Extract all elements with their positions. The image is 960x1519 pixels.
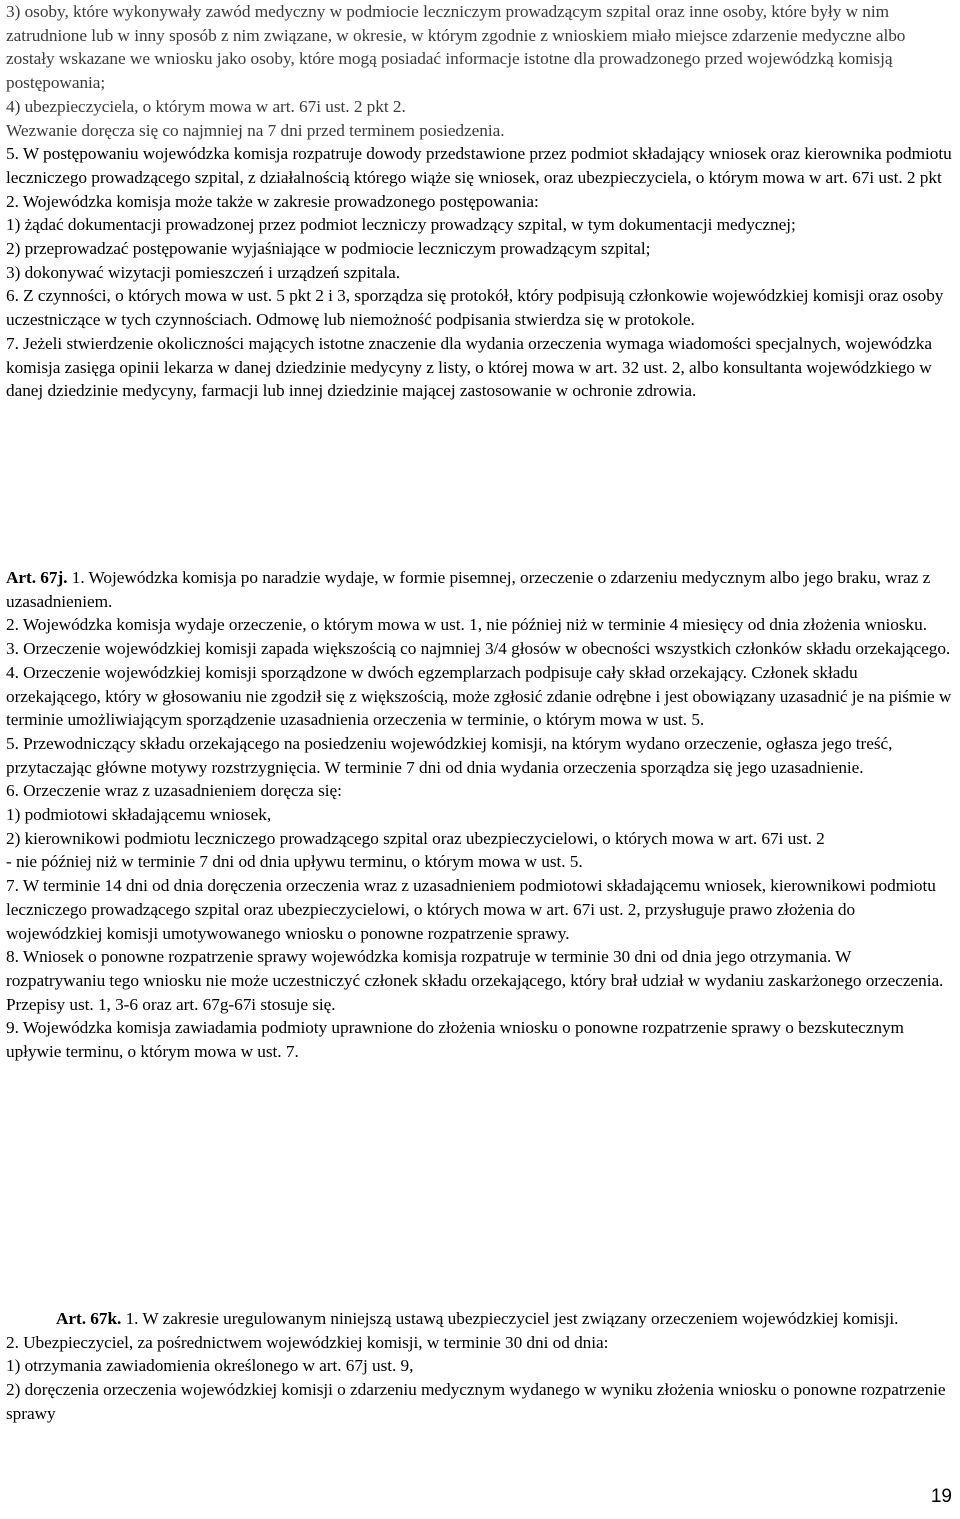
page-number: 19 (930, 1486, 952, 1507)
article-67k (6, 1307, 952, 1426)
article-67j-heading: Art. 67j. (6, 568, 68, 587)
article-67k-list-2: 2) doręczenia orzeczenia wojewódzkiej komisji o zdarzeniu medycznym wydanego w wyniku złożenia wniosku o ponowne rozpatrzenie sprawy (6, 1380, 946, 1423)
article-67j-list-1: 1) podmiotowi składającemu wniosek, (6, 805, 272, 825)
article-67k-para-1 (6, 1307, 952, 1331)
article-67j-para-6: 6. Orzeczenie wraz z uzasadnieniem doręcza się: (6, 781, 342, 801)
article-67j-para-3: 3. Orzeczenie wojewódzkiej komisji zapada większością co najmniej 3/4 głosów w obecności wszystkich członków składu orzekającego. (6, 639, 951, 659)
paragraph-ust-5: 5. W postępowaniu wojewódzka komisja rozpatruje dowody przedstawione przez podmiot składający wniosek oraz kierownika podmiotu leczniczego prowadzącego szpital, z działalnością którego wiąże się wniosek, oraz ubezpieczyciela, o którym mowa w art. 67i ust. 2 pkt 2. Wojewódzka komisja może także w zakresie prowadzonego postępowania: (6, 144, 952, 211)
paragraph-item-4: 4) ubezpieczyciela, o którym mowa w art. 67i ust. 2 pkt 2. (6, 96, 406, 116)
article-67j-para-1 (6, 566, 952, 613)
article-67j-para-7: 7. W terminie 14 dni od dnia doręczenia orzeczenia wraz z uzasadnieniem podmiotowi składającemu wniosek, kierownikowi podmiotu leczniczego prowadzącego szpital oraz ubezpieczycielowi, o których mowa w art. 67i ust. 2, przysługuje prawo złożenia do wojewódzkiej komisji umotywowanego wniosku o ponowne rozpatrzenie sprawy. (6, 876, 936, 943)
list-item-2: 2) przeprowadzać postępowanie wyjaśniające w podmiocie leczniczym prowadzącym szpital; (6, 239, 651, 259)
article-67j-deadline: - nie później niż w terminie 7 dni od dnia upływu terminu, o którym mowa w ust. 5. (6, 852, 583, 872)
paragraph-item-3: 3) osoby, które wykonywały zawód medyczny w podmiocie leczniczym prowadzącym szpital oraz inne osoby, które były w nim zatrudnione lub w inny sposób z nim związane, w okresie, w którym zgodnie z wnioskiem miało miejsce zdarzenie medyczne albo zostały wskazane we wniosku jako osoby, które mogą posiadać informacje istotne dla prowadzonego przed wojewódzką komisją postępowania; (6, 2, 906, 93)
article-67j-para-9: 9. Wojewódzka komisja zawiadamia podmioty uprawnione do złożenia wniosku o ponowne rozpatrzenie sprawy o bezskutecznym upływie terminu, o którym mowa w ust. 7. (6, 1018, 904, 1062)
list-item-1: 1) żądać dokumentacji prowadzonej przez podmiot leczniczy prowadzący szpital, w tym dokumentacji medycznej; (6, 215, 796, 235)
paragraph-ust-6: 6. Z czynności, o których mowa w ust. 5 pkt 2 i 3, sporządza się protokół, który podpisują członkowie wojewódzkiej komisji oraz osoby uczestniczące w tych czynnościach. Odmowę lub niemożność podpisania stwierdza się w protokole. (6, 286, 944, 330)
section-continuation (6, 0, 952, 403)
article-67j-para-8: 8. Wniosek o ponowne rozpatrzenie sprawy wojewódzka komisja rozpatruje w terminie 30 dni od dnia jego otrzymania. W rozpatrywaniu tego wniosku nie może uczestniczyć członek składu orzekającego, który brał udział w wydaniu zaskarżonego orzeczenia. Przepisy ust. 1, 3-6 oraz art. 67g-67i stosuje się. (6, 947, 944, 1014)
article-67k-heading: Art. 67k. (56, 1309, 122, 1328)
article-67j-para-5: 5. Przewodniczący składu orzekającego na posiedzeniu wojewódzkiej komisji, na którym wydano orzeczenie, ogłasza jego treść, przytaczając główne motywy rozstrzygnięcia. W terminie 7 dni od dnia wydania orzeczenia sporządza się jego uzasadnienie. (6, 733, 893, 777)
article-67j-para-1-text: 1. Wojewódzka komisja po naradzie wydaje, w formie pisemnej, orzeczenie o zdarzeniu medycznym albo jego braku, wraz z uzasadnieniem. (6, 568, 931, 611)
list-item-3: 3) dokonywać wizytacji pomieszczeń i urządzeń szpitala. (6, 262, 401, 282)
article-67j-list-2: 2) kierownikowi podmiotu leczniczego prowadzącego szpital oraz ubezpieczycielowi, o których mowa w art. 67i ust. 2 (6, 828, 825, 848)
article-67k-para-1-text: 1. W zakresie uregulowanym niniejszą ustawą ubezpieczyciel jest związany orzeczeniem wojewódzkiej komisji. (125, 1309, 899, 1328)
article-67j (6, 566, 952, 1064)
paragraph-ust-7: 7. Jeżeli stwierdzenie okoliczności mających istotne znaczenie dla wydania orzeczenia wymaga wiadomości specjalnych, wojewódzka komisja zasięga opinii lekarza w danej dziedzinie medycyny z listy, o której mowa w art. 32 ust. 2, albo konsultanta wojewódzkiego w danej dziedzinie medycyny, farmacji lub innej dziedzinie mającej zastosowanie w ochronie zdrowia. (6, 333, 932, 401)
paragraph-summons: Wezwanie doręcza się co najmniej na 7 dni przed terminem posiedzenia. (6, 120, 505, 140)
article-67j-para-4: 4. Orzeczenie wojewódzkiej komisji sporządzone w dwóch egzemplarzach podpisuje cały skład orzekający. Członek składu orzekającego, który w głosowaniu nie zgodził się z większością, może zgłosić zdanie odrębne i jest obowiązany uzasadnić je na piśmie w terminie umożliwiającym sporządzenie uzasadnienia orzeczenia w terminie, o którym mowa w ust. 5. (6, 662, 952, 730)
article-67k-list-1: 1) otrzymania zawiadomienia określonego w art. 67j ust. 9, (6, 1356, 414, 1376)
article-67j-para-2: 2. Wojewódzka komisja wydaje orzeczenie, o którym mowa w ust. 1, nie później niż w terminie 4 miesięcy od dnia złożenia wniosku. (6, 615, 927, 635)
article-67k-para-2: 2. Ubezpieczyciel, za pośrednictwem wojewódzkiej komisji, w terminie 30 dni od dnia: (6, 1332, 609, 1352)
